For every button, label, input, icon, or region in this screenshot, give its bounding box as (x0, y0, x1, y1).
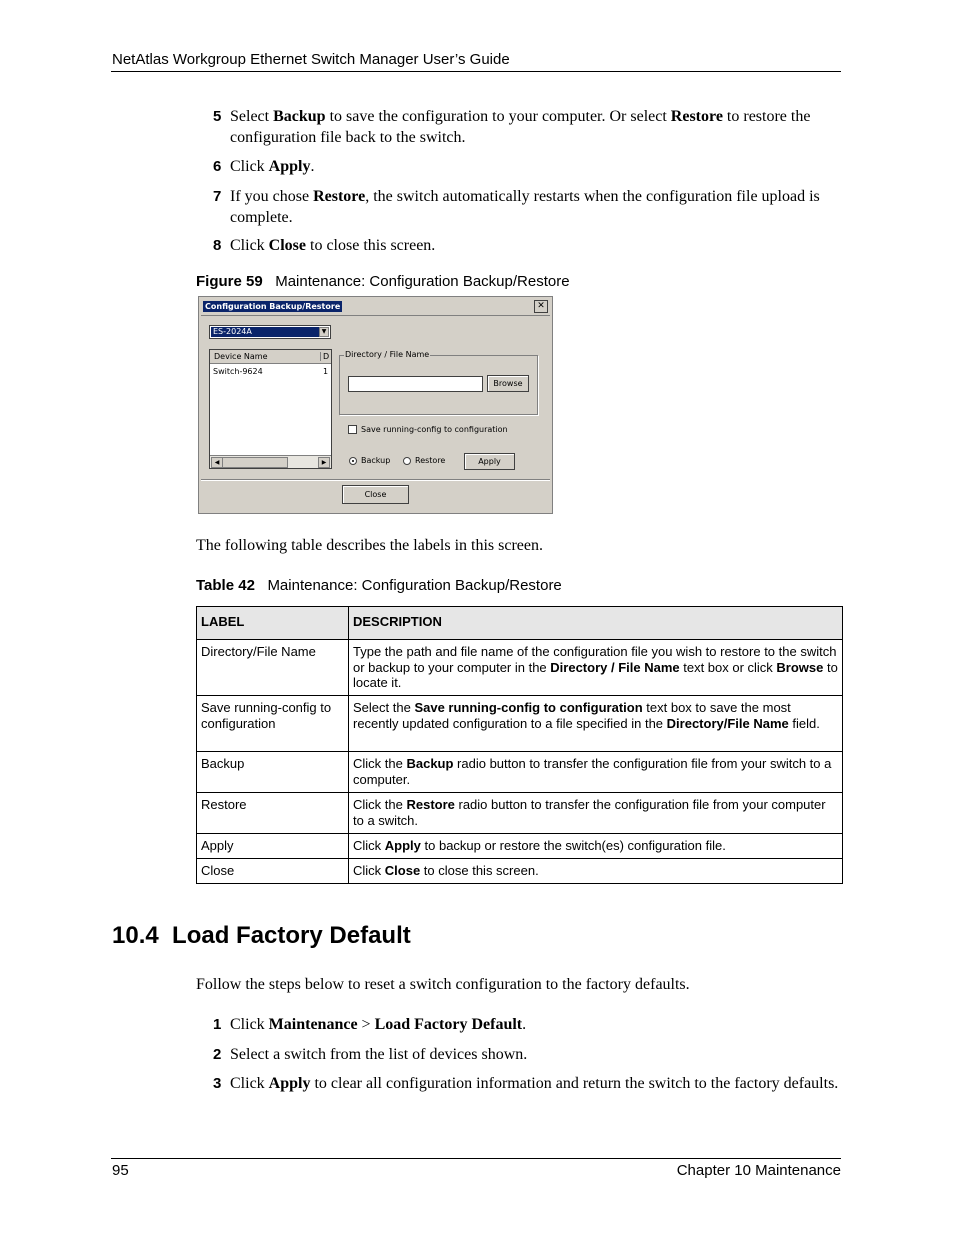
step-number: 3 (213, 1075, 222, 1092)
close-button[interactable]: Close (342, 485, 409, 504)
device-row-d: 1 (323, 367, 329, 376)
device-row-name[interactable]: Switch-9624 (213, 367, 263, 376)
figure-title: Maintenance: Configuration Backup/Restore (275, 273, 570, 290)
step-text: If you chose Restore, the switch automatically restarts when the configuration file upload is complete. (230, 188, 820, 226)
backup-radio[interactable] (349, 457, 357, 465)
step-number: 2 (213, 1046, 222, 1063)
table-row (197, 752, 843, 793)
row-label: Close (197, 859, 349, 884)
row-description: Click the Backup radio button to transfer the configuration file from your switch to a computer. (349, 752, 843, 793)
step-3 (213, 1074, 843, 1095)
step-2 (213, 1045, 843, 1066)
row-label: Save running-config to configuration (197, 696, 349, 752)
step-5 (213, 107, 843, 148)
step-number: 8 (213, 237, 222, 254)
column-header-device-name[interactable]: Device Name (214, 352, 268, 361)
divider (201, 479, 550, 480)
restore-radio[interactable] (403, 457, 411, 465)
table-title: Maintenance: Configuration Backup/Restore (267, 577, 562, 594)
step-6 (213, 157, 843, 178)
switch-select[interactable] (209, 325, 331, 339)
table-caption (196, 577, 562, 594)
figure-caption (196, 273, 570, 290)
row-description: Click the Restore radio button to transfer the configuration file from your computer to a switch. (349, 793, 843, 834)
step-number: 1 (213, 1016, 222, 1033)
header-rule (111, 71, 841, 72)
directory-file-group (339, 350, 538, 415)
step-text: Click Close to close this screen. (230, 237, 436, 254)
chapter-title: Chapter 10 Maintenance (676, 1162, 841, 1179)
browse-button[interactable]: Browse (487, 375, 529, 392)
row-description: Click Close to close this screen. (349, 859, 843, 884)
step-text: Select a switch from the list of devices shown. (230, 1046, 528, 1063)
table-row (197, 859, 843, 884)
chevron-down-icon[interactable]: ▼ (319, 327, 329, 337)
apply-button[interactable]: Apply (464, 453, 515, 470)
file-path-input[interactable] (348, 376, 483, 392)
step-text: Click Maintenance > Load Factory Default. (230, 1016, 527, 1033)
close-icon[interactable]: ✕ (534, 300, 548, 313)
step-1 (213, 1015, 843, 1036)
page-number: 95 (112, 1162, 129, 1179)
scroll-right-icon[interactable]: ▶ (318, 457, 330, 468)
row-description: Type the path and file name of the configuration file you wish to restore to the switch or backup to your computer in the Directory / File Name text box or click Browse to locate it. (349, 640, 843, 696)
step-7 (213, 187, 843, 228)
section-heading: 10.4 Load Factory Default (112, 922, 411, 949)
backup-radio-label: Backup (361, 456, 391, 465)
header-title: NetAtlas Workgroup Ethernet Switch Manager User’s Guide (112, 51, 510, 68)
horizontal-scrollbar[interactable] (210, 455, 331, 468)
column-header-description: DESCRIPTION (349, 607, 843, 640)
dialog-titlebar (201, 299, 550, 313)
scroll-thumb[interactable] (222, 457, 288, 468)
restore-radio-label: Restore (415, 456, 446, 465)
row-label: Directory/File Name (197, 640, 349, 696)
section-intro: Follow the steps below to reset a switch configuration to the factory defaults. (196, 976, 690, 993)
divider (201, 315, 550, 316)
step-text: Click Apply to clear all configuration information and return the switch to the factory defaults. (230, 1075, 839, 1092)
step-8 (213, 236, 843, 257)
intro-paragraph: The following table describes the labels in this screen. (196, 537, 544, 554)
footer-rule (111, 1158, 841, 1159)
checkbox-label: Save running-config to configuration (361, 425, 508, 434)
group-label: Directory / File Name (345, 350, 430, 359)
column-header-d[interactable]: D (320, 352, 329, 361)
description-table (196, 606, 843, 884)
table-row (197, 696, 843, 752)
row-label: Backup (197, 752, 349, 793)
step-number: 5 (213, 108, 222, 125)
config-backup-dialog (198, 296, 553, 514)
step-text: Click Apply. (230, 158, 315, 175)
step-text: Select Backup to save the configuration to your computer. Or select Restore to restore the configuration file back to the switch. (230, 108, 811, 146)
table-label: Table 42 (196, 577, 255, 594)
device-list-header (210, 350, 331, 364)
save-running-config-checkbox[interactable] (348, 425, 357, 434)
device-list[interactable] (209, 349, 332, 469)
step-number: 7 (213, 188, 222, 205)
table-row (197, 640, 843, 696)
row-description: Click Apply to backup or restore the switch(es) configuration file. (349, 834, 843, 859)
switch-select-value: ES-2024A (211, 327, 319, 337)
figure-label: Figure 59 (196, 273, 263, 290)
scroll-left-icon[interactable]: ◀ (211, 457, 223, 468)
row-label: Restore (197, 793, 349, 834)
table-row (197, 793, 843, 834)
row-label: Apply (197, 834, 349, 859)
step-number: 6 (213, 158, 222, 175)
table-header-row (197, 607, 843, 640)
column-header-label: LABEL (197, 607, 349, 640)
table-row (197, 834, 843, 859)
row-description: Select the Save running-config to configuration text box to save the most recently updated configuration to a file specified in the Directory/File Name field. (349, 696, 843, 752)
dialog-title: Configuration Backup/Restore (205, 302, 341, 311)
